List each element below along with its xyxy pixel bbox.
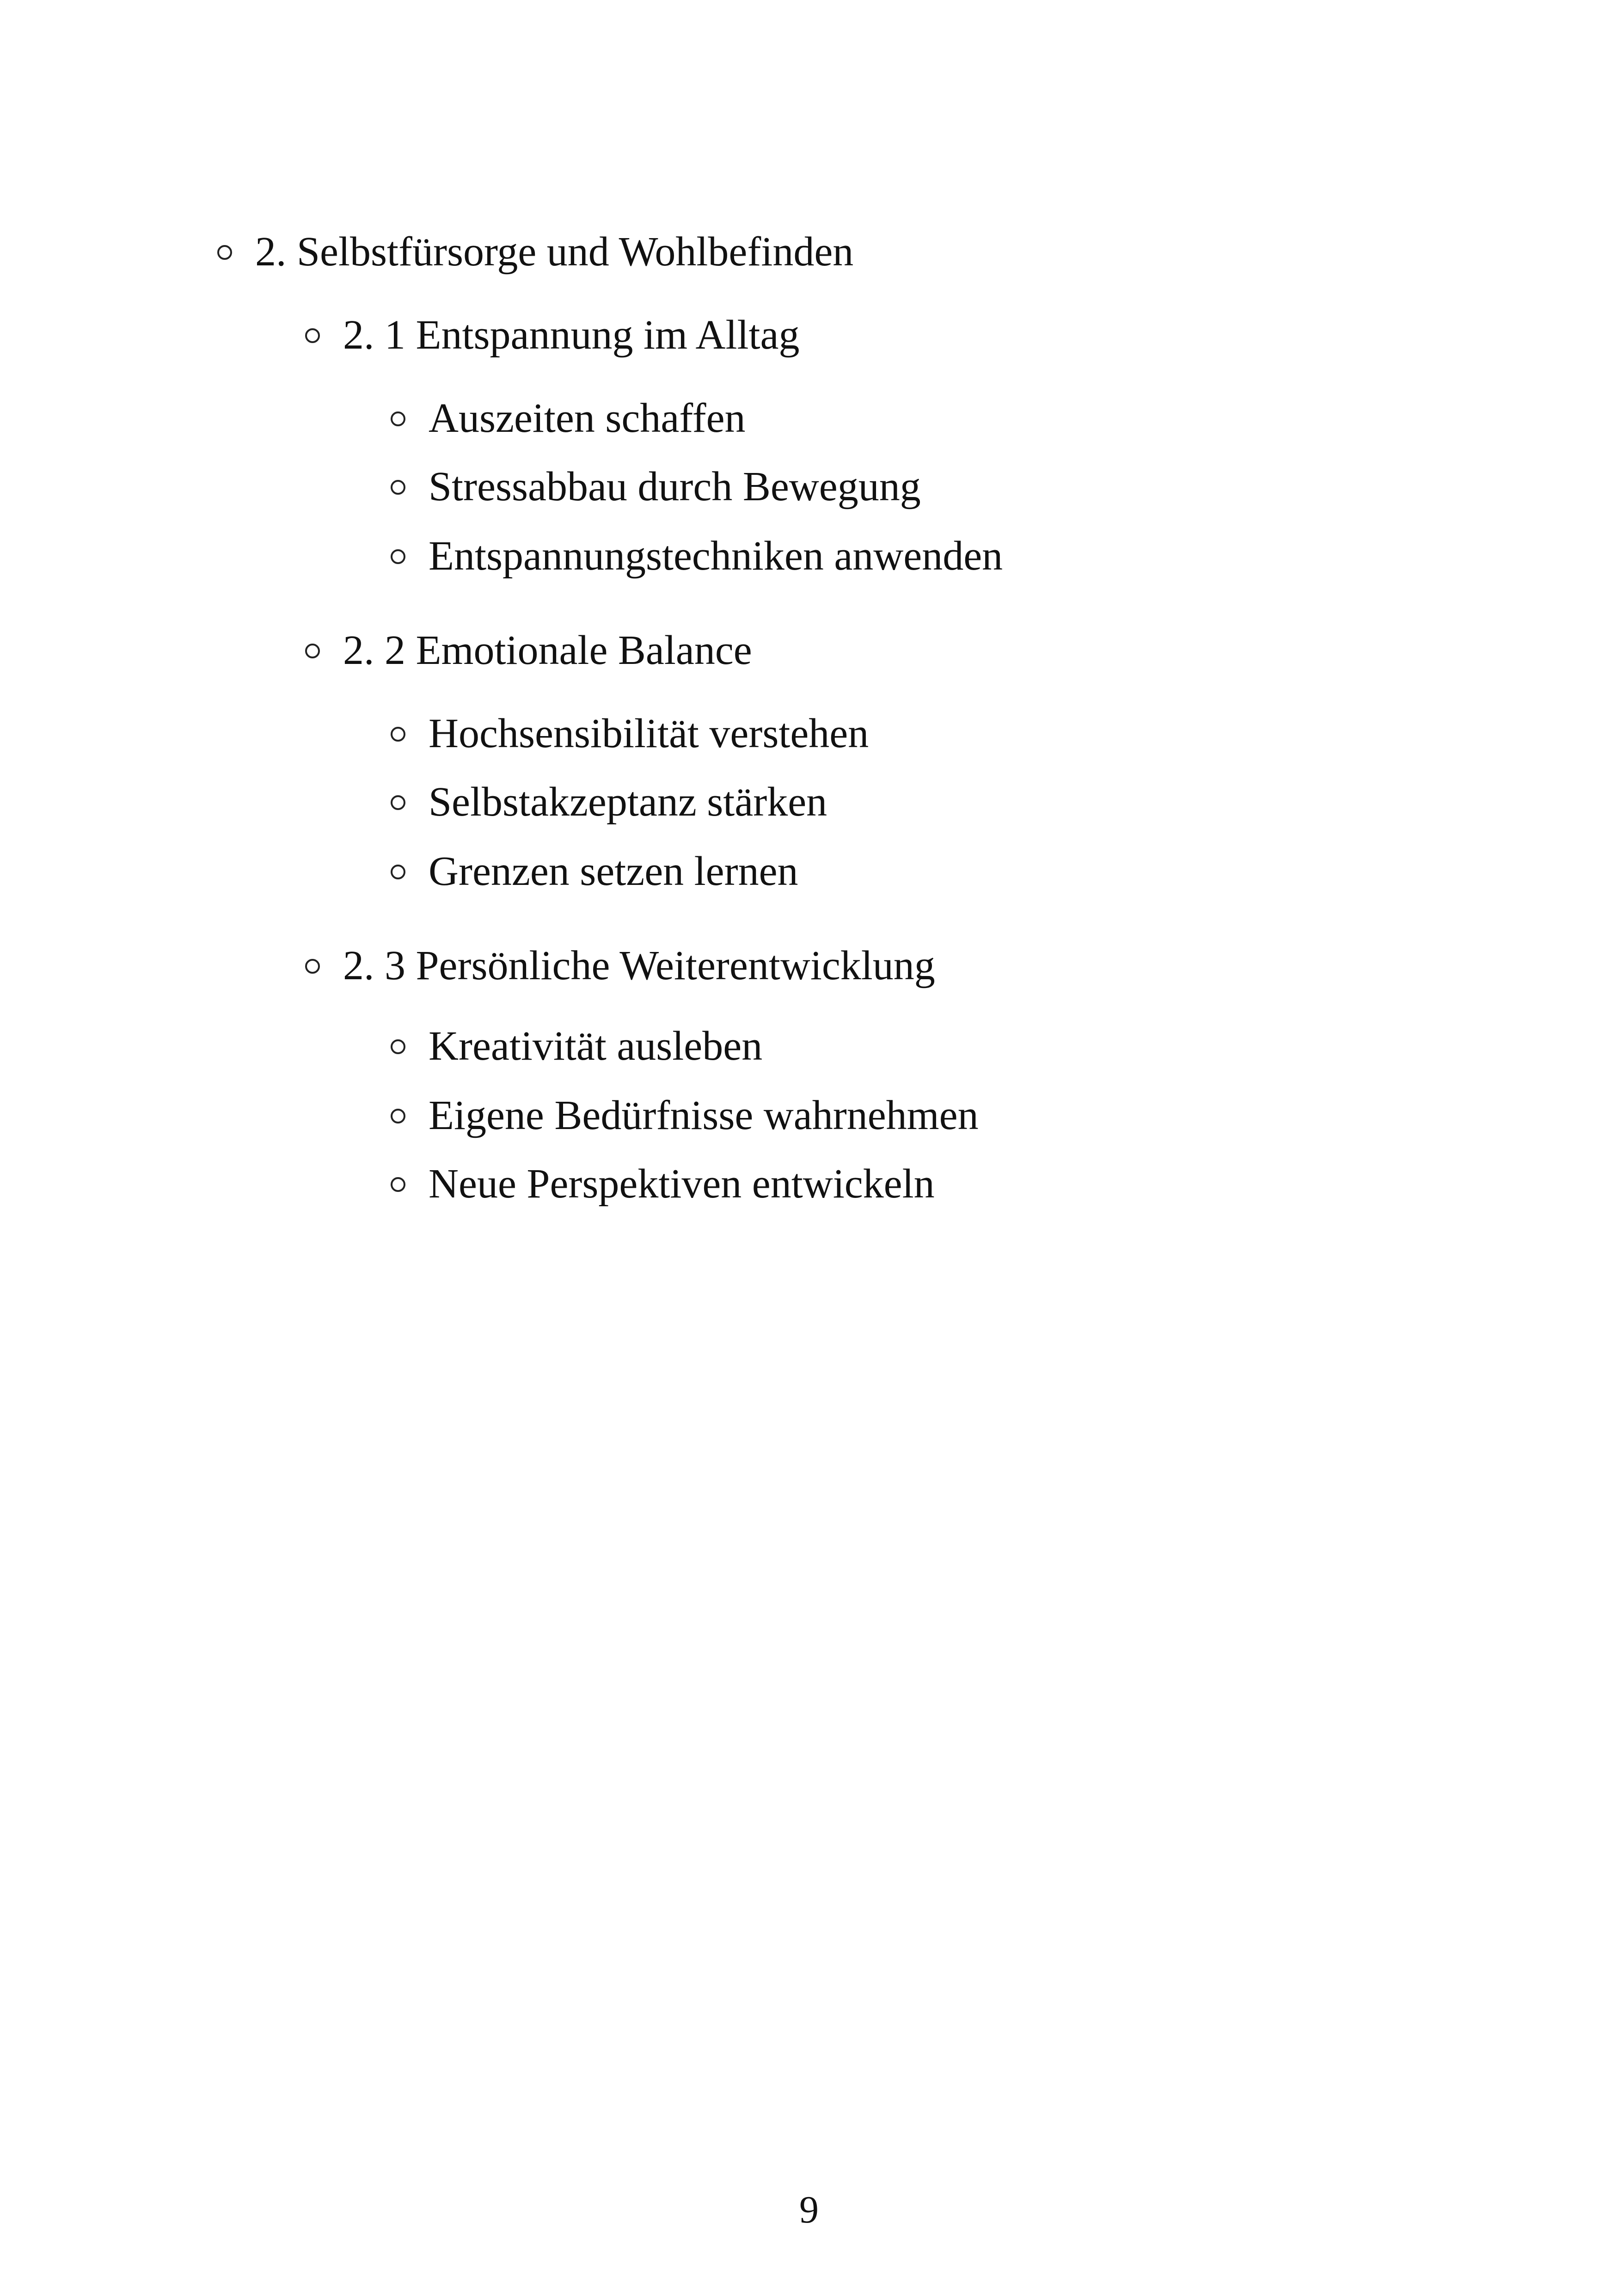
list-item-text: Stressabbau durch Bewegung bbox=[429, 464, 921, 510]
list-item bbox=[391, 848, 798, 894]
hollow-circle-bullet-icon bbox=[391, 727, 405, 742]
hollow-circle-bullet-icon bbox=[217, 245, 232, 260]
list-item-text: Eigene Bedürfnisse wahrnehmen bbox=[429, 1093, 979, 1138]
section-heading bbox=[305, 945, 935, 987]
hollow-circle-bullet-icon bbox=[305, 328, 320, 343]
hollow-circle-bullet-icon bbox=[391, 1039, 405, 1054]
list-item-text: Auszeiten schaffen bbox=[429, 395, 746, 441]
outline-title-text: 2. Selbstfürsorge und Wohlbefinden bbox=[255, 229, 854, 275]
hollow-circle-bullet-icon bbox=[305, 959, 320, 974]
hollow-circle-bullet-icon bbox=[391, 549, 405, 564]
list-item bbox=[391, 713, 869, 755]
outline-title bbox=[217, 231, 853, 273]
section-heading-text: 2. 2 Emotionale Balance bbox=[343, 627, 752, 673]
hollow-circle-bullet-icon bbox=[305, 644, 320, 658]
list-item-text: Entspannungstechniken anwenden bbox=[429, 533, 1003, 579]
list-item bbox=[391, 1095, 979, 1136]
section-heading bbox=[305, 627, 752, 673]
list-item bbox=[391, 535, 1003, 577]
hollow-circle-bullet-icon bbox=[391, 1177, 405, 1192]
list-item bbox=[391, 1163, 935, 1205]
list-item bbox=[391, 395, 746, 441]
hollow-circle-bullet-icon bbox=[391, 795, 405, 810]
hollow-circle-bullet-icon bbox=[391, 1109, 405, 1123]
hollow-circle-bullet-icon bbox=[391, 865, 405, 879]
section-heading bbox=[305, 314, 799, 356]
list-item bbox=[391, 466, 921, 508]
hollow-circle-bullet-icon bbox=[391, 411, 405, 426]
list-item-text: Neue Perspektiven entwickeln bbox=[429, 1161, 935, 1207]
list-item-text: Selbstakzeptanz stärken bbox=[429, 779, 827, 825]
list-item bbox=[391, 1025, 762, 1067]
list-item-text: Kreativität ausleben bbox=[429, 1023, 763, 1069]
hollow-circle-bullet-icon bbox=[391, 480, 405, 495]
list-item-text: Grenzen setzen lernen bbox=[429, 848, 798, 894]
page-number: 9 bbox=[799, 2188, 819, 2231]
list-item bbox=[391, 781, 827, 823]
list-item-text: Hochsensibilität verstehen bbox=[429, 711, 869, 756]
section-heading-text: 2. 1 Entspannung im Alltag bbox=[343, 312, 800, 358]
section-heading-text: 2. 3 Persönliche Weiterentwicklung bbox=[343, 943, 935, 988]
